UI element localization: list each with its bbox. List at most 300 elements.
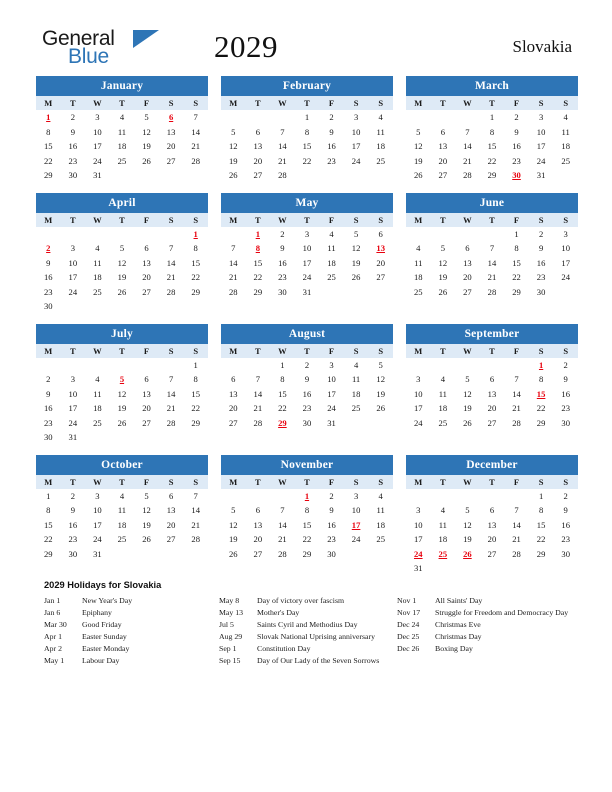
day-cell[interactable]: 2 bbox=[70, 112, 75, 123]
day-cell[interactable]: 13 bbox=[438, 141, 448, 152]
day-cell[interactable]: 9 bbox=[304, 374, 310, 385]
day-cell[interactable]: 22 bbox=[487, 155, 497, 166]
day-cell[interactable]: 3 bbox=[416, 374, 421, 385]
day-cell[interactable]: 24 bbox=[93, 534, 102, 545]
day-cell[interactable]: 5 bbox=[465, 374, 470, 385]
day-cell[interactable]: 24 bbox=[327, 403, 336, 414]
day-cell[interactable]: 30 bbox=[68, 548, 78, 559]
day-cell[interactable]: 24 bbox=[351, 155, 361, 166]
day-cell[interactable]: 21 bbox=[278, 155, 287, 166]
day-cell[interactable]: 27 bbox=[487, 548, 497, 559]
day-cell[interactable]: 6 bbox=[168, 490, 174, 501]
day-cell[interactable]: 10 bbox=[93, 126, 102, 137]
day-cell[interactable]: 28 bbox=[228, 286, 238, 297]
day-cell[interactable]: 6 bbox=[489, 374, 495, 385]
day-cell[interactable]: 15 bbox=[536, 519, 546, 530]
day-cell[interactable]: 6 bbox=[440, 126, 445, 137]
day-cell[interactable]: 7 bbox=[168, 374, 174, 385]
day-cell[interactable]: 3 bbox=[70, 374, 75, 385]
day-cell[interactable]: 21 bbox=[191, 519, 200, 530]
day-cell[interactable]: 5 bbox=[144, 112, 149, 123]
day-cell[interactable]: 4 bbox=[119, 490, 125, 501]
day-cell[interactable]: 8 bbox=[489, 126, 495, 137]
day-cell[interactable]: 10 bbox=[302, 243, 312, 254]
day-cell[interactable]: 9 bbox=[563, 505, 568, 516]
day-cell[interactable]: 13 bbox=[487, 388, 497, 399]
day-cell[interactable]: 4 bbox=[95, 243, 100, 254]
day-cell[interactable]: 11 bbox=[438, 388, 447, 399]
day-cell[interactable]: 15 bbox=[191, 257, 200, 268]
day-cell[interactable]: 3 bbox=[95, 490, 100, 501]
day-cell[interactable]: 6 bbox=[231, 374, 236, 385]
day-cell[interactable]: 17 bbox=[302, 257, 312, 268]
day-cell[interactable]: 9 bbox=[70, 126, 75, 137]
day-cell[interactable]: 4 bbox=[95, 374, 100, 385]
day-cell[interactable]: 5 bbox=[144, 490, 149, 501]
day-cell[interactable]: 29 bbox=[191, 417, 200, 428]
day-cell[interactable]: 9 bbox=[514, 126, 519, 137]
day-cell[interactable]: 15 bbox=[487, 141, 497, 152]
day-cell[interactable]: 16 bbox=[327, 141, 336, 152]
day-cell[interactable]: 2 bbox=[563, 359, 568, 370]
day-cell[interactable]: 20 bbox=[438, 155, 448, 166]
day-cell[interactable]: 22 bbox=[302, 155, 312, 166]
day-cell[interactable]: 8 bbox=[280, 374, 285, 385]
day-cell[interactable]: 29 bbox=[487, 170, 497, 181]
day-cell[interactable]: 18 bbox=[117, 519, 127, 530]
day-cell[interactable]: 18 bbox=[327, 257, 336, 268]
day-cell[interactable]: 24 bbox=[68, 417, 78, 428]
day-cell[interactable]: 23 bbox=[561, 403, 570, 414]
day-cell[interactable]: 15 bbox=[512, 257, 521, 268]
day-cell[interactable]: 30 bbox=[43, 301, 53, 312]
day-cell[interactable]: 15 bbox=[302, 141, 312, 152]
day-cell[interactable]: 22 bbox=[191, 403, 200, 414]
day-cell[interactable]: 20 bbox=[142, 272, 151, 283]
day-cell[interactable]: 29 bbox=[253, 286, 263, 297]
holiday-day-cell[interactable]: 13 bbox=[376, 243, 385, 254]
day-cell[interactable]: 10 bbox=[327, 374, 336, 385]
day-cell[interactable]: 2 bbox=[538, 228, 544, 239]
day-cell[interactable]: 11 bbox=[438, 519, 447, 530]
day-cell[interactable]: 29 bbox=[43, 548, 53, 559]
day-cell[interactable]: 3 bbox=[329, 359, 334, 370]
day-cell[interactable]: 7 bbox=[231, 243, 236, 254]
day-cell[interactable]: 31 bbox=[68, 432, 78, 443]
day-cell[interactable]: 17 bbox=[93, 141, 102, 152]
day-cell[interactable]: 9 bbox=[538, 243, 544, 254]
day-cell[interactable]: 30 bbox=[327, 548, 336, 559]
day-cell[interactable]: 6 bbox=[144, 243, 149, 254]
day-cell[interactable]: 28 bbox=[191, 534, 200, 545]
day-cell[interactable]: 19 bbox=[463, 403, 472, 414]
day-cell[interactable]: 8 bbox=[514, 243, 519, 254]
day-cell[interactable]: 4 bbox=[353, 359, 359, 370]
day-cell[interactable]: 18 bbox=[561, 141, 570, 152]
day-cell[interactable]: 16 bbox=[278, 257, 287, 268]
day-cell[interactable]: 22 bbox=[43, 534, 53, 545]
day-cell[interactable]: 8 bbox=[538, 374, 544, 385]
day-cell[interactable]: 19 bbox=[117, 272, 127, 283]
day-cell[interactable]: 17 bbox=[68, 403, 78, 414]
day-cell[interactable]: 30 bbox=[561, 417, 570, 428]
day-cell[interactable]: 16 bbox=[68, 141, 78, 152]
day-cell[interactable]: 17 bbox=[413, 534, 423, 545]
day-cell[interactable]: 14 bbox=[253, 388, 263, 399]
day-cell[interactable]: 28 bbox=[512, 417, 521, 428]
day-cell[interactable]: 21 bbox=[487, 272, 497, 283]
day-cell[interactable]: 16 bbox=[536, 257, 546, 268]
day-cell[interactable]: 23 bbox=[512, 155, 521, 166]
day-cell[interactable]: 7 bbox=[193, 490, 198, 501]
day-cell[interactable]: 14 bbox=[487, 257, 497, 268]
day-cell[interactable]: 14 bbox=[463, 141, 472, 152]
day-cell[interactable]: 9 bbox=[46, 388, 51, 399]
day-cell[interactable]: 10 bbox=[536, 126, 546, 137]
day-cell[interactable]: 3 bbox=[538, 112, 544, 123]
holiday-day-cell[interactable]: 6 bbox=[168, 112, 174, 123]
day-cell[interactable]: 7 bbox=[168, 243, 174, 254]
day-cell[interactable]: 20 bbox=[487, 534, 497, 545]
day-cell[interactable]: 9 bbox=[46, 257, 51, 268]
day-cell[interactable]: 17 bbox=[327, 388, 336, 399]
day-cell[interactable]: 19 bbox=[413, 155, 423, 166]
day-cell[interactable]: 20 bbox=[166, 141, 176, 152]
holiday-day-cell[interactable]: 1 bbox=[193, 228, 198, 239]
day-cell[interactable]: 23 bbox=[327, 155, 336, 166]
day-cell[interactable]: 24 bbox=[561, 272, 570, 283]
day-cell[interactable]: 17 bbox=[93, 519, 102, 530]
day-cell[interactable]: 4 bbox=[378, 112, 383, 123]
day-cell[interactable]: 11 bbox=[117, 505, 127, 516]
day-cell[interactable]: 23 bbox=[278, 272, 287, 283]
day-cell[interactable]: 26 bbox=[463, 417, 472, 428]
day-cell[interactable]: 12 bbox=[142, 126, 151, 137]
day-cell[interactable]: 15 bbox=[43, 141, 53, 152]
day-cell[interactable]: 20 bbox=[142, 403, 151, 414]
holiday-day-cell[interactable]: 24 bbox=[413, 548, 423, 559]
day-cell[interactable]: 21 bbox=[512, 403, 521, 414]
day-cell[interactable]: 30 bbox=[302, 417, 312, 428]
day-cell[interactable]: 26 bbox=[413, 170, 423, 181]
day-cell[interactable]: 17 bbox=[413, 403, 423, 414]
day-cell[interactable]: 20 bbox=[376, 257, 385, 268]
day-cell[interactable]: 22 bbox=[253, 272, 263, 283]
holiday-day-cell[interactable]: 1 bbox=[255, 228, 260, 239]
day-cell[interactable]: 15 bbox=[278, 388, 287, 399]
day-cell[interactable]: 20 bbox=[487, 403, 497, 414]
day-cell[interactable]: 27 bbox=[253, 170, 263, 181]
day-cell[interactable]: 30 bbox=[43, 432, 53, 443]
day-cell[interactable]: 19 bbox=[228, 534, 238, 545]
day-cell[interactable]: 10 bbox=[413, 388, 423, 399]
day-cell[interactable]: 18 bbox=[351, 388, 361, 399]
day-cell[interactable]: 24 bbox=[351, 534, 361, 545]
day-cell[interactable]: 12 bbox=[142, 505, 151, 516]
day-cell[interactable]: 27 bbox=[463, 286, 472, 297]
day-cell[interactable]: 11 bbox=[93, 388, 102, 399]
day-cell[interactable]: 3 bbox=[353, 112, 359, 123]
holiday-day-cell[interactable]: 1 bbox=[538, 359, 544, 370]
day-cell[interactable]: 23 bbox=[68, 534, 78, 545]
day-cell[interactable]: 23 bbox=[43, 417, 53, 428]
day-cell[interactable]: 1 bbox=[489, 112, 495, 123]
day-cell[interactable]: 27 bbox=[166, 155, 176, 166]
day-cell[interactable]: 31 bbox=[93, 548, 102, 559]
day-cell[interactable]: 7 bbox=[280, 505, 285, 516]
day-cell[interactable]: 21 bbox=[463, 155, 472, 166]
day-cell[interactable]: 29 bbox=[191, 286, 200, 297]
day-cell[interactable]: 1 bbox=[193, 359, 198, 370]
day-cell[interactable]: 11 bbox=[117, 126, 127, 137]
day-cell[interactable]: 26 bbox=[142, 534, 151, 545]
day-cell[interactable]: 25 bbox=[438, 417, 448, 428]
day-cell[interactable]: 13 bbox=[228, 388, 238, 399]
holiday-day-cell[interactable]: 25 bbox=[438, 548, 448, 559]
day-cell[interactable]: 3 bbox=[304, 228, 310, 239]
day-cell[interactable]: 22 bbox=[536, 403, 546, 414]
day-cell[interactable]: 24 bbox=[68, 286, 78, 297]
day-cell[interactable]: 5 bbox=[231, 126, 236, 137]
day-cell[interactable]: 22 bbox=[191, 272, 200, 283]
day-cell[interactable]: 6 bbox=[465, 243, 470, 254]
day-cell[interactable]: 1 bbox=[46, 490, 51, 501]
day-cell[interactable]: 14 bbox=[512, 388, 521, 399]
holiday-day-cell[interactable]: 17 bbox=[351, 519, 361, 530]
day-cell[interactable]: 23 bbox=[536, 272, 546, 283]
day-cell[interactable]: 19 bbox=[228, 155, 238, 166]
day-cell[interactable]: 27 bbox=[253, 548, 263, 559]
day-cell[interactable]: 28 bbox=[166, 417, 176, 428]
day-cell[interactable]: 8 bbox=[538, 505, 544, 516]
day-cell[interactable]: 14 bbox=[512, 519, 521, 530]
day-cell[interactable]: 21 bbox=[166, 272, 176, 283]
day-cell[interactable]: 21 bbox=[228, 272, 238, 283]
day-cell[interactable]: 5 bbox=[119, 243, 125, 254]
day-cell[interactable]: 10 bbox=[413, 519, 423, 530]
holiday-day-cell[interactable]: 8 bbox=[255, 243, 260, 254]
day-cell[interactable]: 28 bbox=[191, 155, 200, 166]
day-cell[interactable]: 3 bbox=[416, 505, 421, 516]
day-cell[interactable]: 10 bbox=[93, 505, 102, 516]
holiday-day-cell[interactable]: 2 bbox=[46, 243, 51, 254]
day-cell[interactable]: 8 bbox=[46, 505, 51, 516]
day-cell[interactable]: 30 bbox=[278, 286, 287, 297]
day-cell[interactable]: 25 bbox=[376, 155, 385, 166]
day-cell[interactable]: 5 bbox=[353, 228, 359, 239]
day-cell[interactable]: 12 bbox=[413, 141, 423, 152]
day-cell[interactable]: 27 bbox=[166, 534, 176, 545]
day-cell[interactable]: 9 bbox=[70, 505, 75, 516]
day-cell[interactable]: 29 bbox=[43, 170, 53, 181]
day-cell[interactable]: 19 bbox=[117, 403, 127, 414]
holiday-day-cell[interactable]: 29 bbox=[278, 417, 287, 428]
day-cell[interactable]: 4 bbox=[119, 112, 125, 123]
day-cell[interactable]: 10 bbox=[351, 126, 361, 137]
day-cell[interactable]: 10 bbox=[561, 243, 570, 254]
day-cell[interactable]: 5 bbox=[416, 126, 421, 137]
day-cell[interactable]: 16 bbox=[43, 272, 53, 283]
day-cell[interactable]: 24 bbox=[93, 155, 102, 166]
day-cell[interactable]: 11 bbox=[561, 126, 570, 137]
day-cell[interactable]: 16 bbox=[561, 519, 570, 530]
day-cell[interactable]: 28 bbox=[463, 170, 472, 181]
day-cell[interactable]: 29 bbox=[302, 548, 312, 559]
day-cell[interactable]: 8 bbox=[193, 243, 198, 254]
day-cell[interactable]: 15 bbox=[43, 519, 53, 530]
day-cell[interactable]: 25 bbox=[413, 286, 423, 297]
day-cell[interactable]: 26 bbox=[142, 155, 151, 166]
day-cell[interactable]: 4 bbox=[563, 112, 568, 123]
day-cell[interactable]: 13 bbox=[253, 519, 263, 530]
day-cell[interactable]: 4 bbox=[416, 243, 421, 254]
day-cell[interactable]: 7 bbox=[280, 126, 285, 137]
holiday-day-cell[interactable]: 30 bbox=[512, 170, 521, 181]
day-cell[interactable]: 2 bbox=[70, 490, 75, 501]
day-cell[interactable]: 1 bbox=[280, 359, 285, 370]
day-cell[interactable]: 10 bbox=[68, 257, 78, 268]
day-cell[interactable]: 27 bbox=[228, 417, 238, 428]
day-cell[interactable]: 14 bbox=[191, 505, 200, 516]
day-cell[interactable]: 2 bbox=[46, 374, 51, 385]
day-cell[interactable]: 25 bbox=[93, 417, 102, 428]
day-cell[interactable]: 31 bbox=[93, 170, 102, 181]
day-cell[interactable]: 12 bbox=[463, 519, 472, 530]
day-cell[interactable]: 26 bbox=[117, 417, 127, 428]
day-cell[interactable]: 6 bbox=[144, 374, 149, 385]
holiday-day-cell[interactable]: 26 bbox=[463, 548, 472, 559]
day-cell[interactable]: 2 bbox=[280, 228, 285, 239]
day-cell[interactable]: 5 bbox=[378, 359, 383, 370]
day-cell[interactable]: 28 bbox=[278, 548, 287, 559]
day-cell[interactable]: 23 bbox=[302, 403, 312, 414]
day-cell[interactable]: 24 bbox=[413, 417, 423, 428]
day-cell[interactable]: 24 bbox=[302, 272, 312, 283]
day-cell[interactable]: 17 bbox=[68, 272, 78, 283]
holiday-day-cell[interactable]: 5 bbox=[119, 374, 125, 385]
day-cell[interactable]: 18 bbox=[376, 141, 385, 152]
day-cell[interactable]: 11 bbox=[376, 126, 385, 137]
day-cell[interactable]: 19 bbox=[142, 141, 151, 152]
day-cell[interactable]: 16 bbox=[561, 388, 570, 399]
day-cell[interactable]: 14 bbox=[166, 257, 176, 268]
day-cell[interactable]: 1 bbox=[514, 228, 519, 239]
day-cell[interactable]: 20 bbox=[463, 272, 472, 283]
day-cell[interactable]: 31 bbox=[327, 417, 336, 428]
day-cell[interactable]: 21 bbox=[278, 534, 287, 545]
day-cell[interactable]: 13 bbox=[142, 257, 151, 268]
day-cell[interactable]: 3 bbox=[70, 243, 75, 254]
day-cell[interactable]: 25 bbox=[351, 403, 361, 414]
day-cell[interactable]: 18 bbox=[93, 272, 102, 283]
day-cell[interactable]: 17 bbox=[561, 257, 570, 268]
day-cell[interactable]: 23 bbox=[561, 534, 570, 545]
day-cell[interactable]: 31 bbox=[536, 170, 546, 181]
day-cell[interactable]: 28 bbox=[512, 548, 521, 559]
day-cell[interactable]: 22 bbox=[302, 534, 312, 545]
day-cell[interactable]: 24 bbox=[536, 155, 546, 166]
day-cell[interactable]: 12 bbox=[463, 388, 472, 399]
day-cell[interactable]: 28 bbox=[487, 286, 497, 297]
day-cell[interactable]: 25 bbox=[376, 534, 385, 545]
day-cell[interactable]: 26 bbox=[351, 272, 361, 283]
day-cell[interactable]: 14 bbox=[278, 519, 287, 530]
day-cell[interactable]: 1 bbox=[538, 490, 544, 501]
day-cell[interactable]: 5 bbox=[231, 505, 236, 516]
day-cell[interactable]: 19 bbox=[463, 534, 472, 545]
day-cell[interactable]: 20 bbox=[228, 403, 238, 414]
day-cell[interactable]: 21 bbox=[512, 534, 521, 545]
day-cell[interactable]: 31 bbox=[302, 286, 312, 297]
day-cell[interactable]: 13 bbox=[463, 257, 472, 268]
day-cell[interactable]: 25 bbox=[327, 272, 336, 283]
day-cell[interactable]: 13 bbox=[166, 126, 176, 137]
day-cell[interactable]: 18 bbox=[93, 403, 102, 414]
day-cell[interactable]: 8 bbox=[304, 126, 310, 137]
day-cell[interactable]: 25 bbox=[117, 534, 127, 545]
day-cell[interactable]: 25 bbox=[561, 155, 570, 166]
day-cell[interactable]: 23 bbox=[327, 534, 336, 545]
day-cell[interactable]: 27 bbox=[142, 286, 151, 297]
day-cell[interactable]: 27 bbox=[142, 417, 151, 428]
day-cell[interactable]: 30 bbox=[561, 548, 570, 559]
day-cell[interactable]: 15 bbox=[302, 519, 312, 530]
day-cell[interactable]: 11 bbox=[327, 243, 336, 254]
day-cell[interactable]: 18 bbox=[117, 141, 127, 152]
day-cell[interactable]: 4 bbox=[329, 228, 334, 239]
day-cell[interactable]: 18 bbox=[438, 534, 448, 545]
day-cell[interactable]: 3 bbox=[95, 112, 100, 123]
day-cell[interactable]: 22 bbox=[536, 534, 546, 545]
day-cell[interactable]: 30 bbox=[536, 286, 546, 297]
day-cell[interactable]: 21 bbox=[253, 403, 263, 414]
day-cell[interactable]: 9 bbox=[329, 505, 334, 516]
day-cell[interactable]: 13 bbox=[142, 388, 151, 399]
day-cell[interactable]: 9 bbox=[329, 126, 334, 137]
day-cell[interactable]: 6 bbox=[378, 228, 383, 239]
day-cell[interactable]: 12 bbox=[228, 519, 238, 530]
day-cell[interactable]: 17 bbox=[536, 141, 546, 152]
day-cell[interactable]: 31 bbox=[413, 563, 423, 574]
day-cell[interactable]: 2 bbox=[514, 112, 519, 123]
day-cell[interactable]: 14 bbox=[166, 388, 176, 399]
day-cell[interactable]: 4 bbox=[440, 505, 445, 516]
day-cell[interactable]: 16 bbox=[68, 519, 78, 530]
day-cell[interactable]: 6 bbox=[489, 505, 495, 516]
day-cell[interactable]: 12 bbox=[117, 257, 127, 268]
day-cell[interactable]: 19 bbox=[142, 519, 151, 530]
day-cell[interactable]: 27 bbox=[438, 170, 448, 181]
day-cell[interactable]: 22 bbox=[512, 272, 521, 283]
day-cell[interactable]: 29 bbox=[536, 417, 546, 428]
day-cell[interactable]: 21 bbox=[166, 403, 176, 414]
day-cell[interactable]: 2 bbox=[304, 359, 310, 370]
day-cell[interactable]: 26 bbox=[376, 403, 385, 414]
holiday-day-cell[interactable]: 15 bbox=[536, 388, 546, 399]
day-cell[interactable]: 22 bbox=[278, 403, 287, 414]
day-cell[interactable]: 4 bbox=[378, 490, 383, 501]
day-cell[interactable]: 14 bbox=[191, 126, 200, 137]
day-cell[interactable]: 11 bbox=[376, 505, 385, 516]
day-cell[interactable]: 5 bbox=[465, 505, 470, 516]
day-cell[interactable]: 30 bbox=[68, 170, 78, 181]
day-cell[interactable]: 9 bbox=[563, 374, 568, 385]
day-cell[interactable]: 7 bbox=[514, 374, 519, 385]
day-cell[interactable]: 28 bbox=[278, 170, 287, 181]
day-cell[interactable]: 2 bbox=[563, 490, 568, 501]
day-cell[interactable]: 16 bbox=[43, 403, 53, 414]
day-cell[interactable]: 20 bbox=[253, 155, 263, 166]
